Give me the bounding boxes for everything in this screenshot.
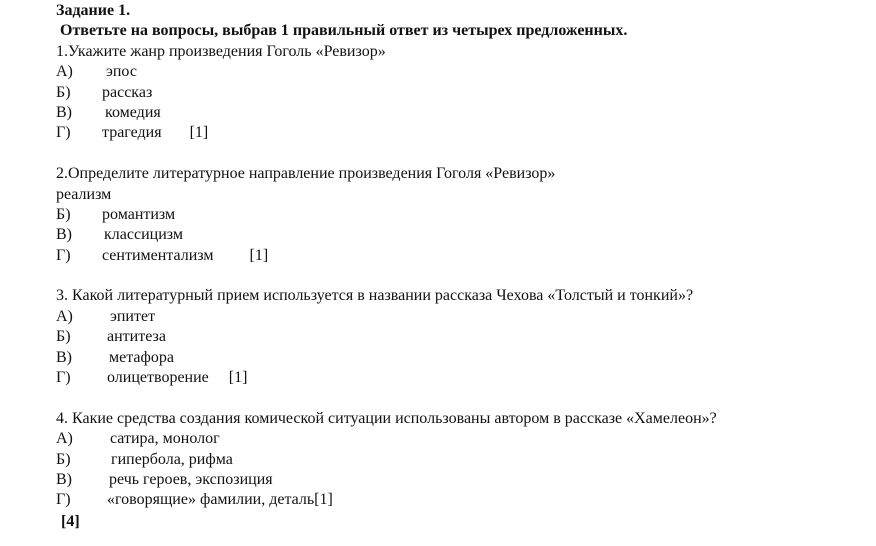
option-letter: А) — [56, 430, 73, 448]
answer-option — [56, 103, 866, 123]
question-4 — [56, 409, 866, 511]
option-text: эпос — [106, 63, 137, 81]
option-letter: А) — [56, 63, 73, 81]
option-text: сентиментализм — [102, 246, 214, 264]
option-text: классицизм — [104, 226, 183, 244]
option-text: романтизм — [102, 205, 176, 223]
option-text: олицетворение — [107, 369, 209, 387]
spacer — [56, 388, 866, 408]
answer-option-first: реализм — [56, 185, 112, 203]
answer-option — [56, 225, 866, 245]
option-text: сатира, монолог — [110, 430, 220, 448]
answer-option — [56, 83, 866, 103]
question-text: 4. Какие средства создания комической ситуации использованы автором в рассказе «Хамелеон»? — [56, 409, 717, 427]
score-mark: [1] — [228, 369, 248, 387]
option-letter: В) — [56, 470, 72, 488]
option-letter: Б) — [56, 205, 71, 223]
score-mark: [1] — [249, 246, 269, 264]
answer-option — [56, 123, 866, 143]
option-letter: Г) — [56, 369, 71, 387]
option-letter: Б) — [56, 328, 71, 346]
answer-option — [56, 307, 866, 327]
option-letter: В) — [56, 226, 72, 244]
option-text: речь героев, экспозиция — [109, 470, 273, 488]
answer-option — [56, 429, 866, 449]
worksheet — [56, 1, 866, 532]
answer-option — [56, 490, 866, 510]
task-instruction: Ответьте на вопросы, выбрав 1 правильный ответ из четырех предложенных. — [60, 22, 628, 40]
answer-option — [56, 348, 866, 368]
question-2 — [56, 164, 866, 266]
total-mark: [4] — [61, 512, 80, 530]
option-text: антитеза — [107, 328, 166, 346]
question-3 — [56, 286, 866, 388]
option-letter: Б) — [56, 83, 71, 101]
question-1 — [56, 42, 866, 144]
answer-option — [56, 368, 866, 388]
answer-option — [56, 327, 866, 347]
answer-option — [56, 205, 866, 225]
option-letter: А) — [56, 307, 73, 325]
option-letter: Б) — [56, 450, 71, 468]
option-text: рассказ — [102, 83, 153, 101]
option-letter: Г) — [56, 246, 71, 264]
answer-option — [56, 246, 866, 266]
option-text: метафора — [109, 348, 174, 366]
option-letter: В) — [56, 103, 72, 121]
option-letter: Г) — [56, 491, 71, 509]
option-text: «говорящие» фамилии, деталь[1] — [107, 491, 333, 509]
option-text: эпитет — [110, 307, 156, 325]
spacer — [56, 266, 866, 286]
option-text: комедия — [105, 103, 161, 121]
answer-option — [56, 470, 866, 490]
question-text: 2.Определите литературное направление произведения Гоголя «Ревизор» — [56, 165, 556, 183]
question-text: 3. Какой литературный прием используется в названии рассказа Чехова «Толстый и тонкий»? — [56, 287, 694, 305]
question-text: 1.Укажите жанр произведения Гоголь «Ревизор» — [56, 42, 386, 60]
answer-option — [56, 62, 866, 82]
task-title: Задание 1. — [56, 2, 131, 19]
answer-option — [56, 450, 866, 470]
option-letter: Г) — [56, 124, 71, 142]
option-text: гипербола, рифма — [111, 450, 233, 468]
option-text: трагедия — [102, 124, 162, 142]
option-letter: В) — [56, 348, 72, 366]
spacer — [56, 144, 866, 164]
score-mark: [1] — [189, 124, 209, 142]
